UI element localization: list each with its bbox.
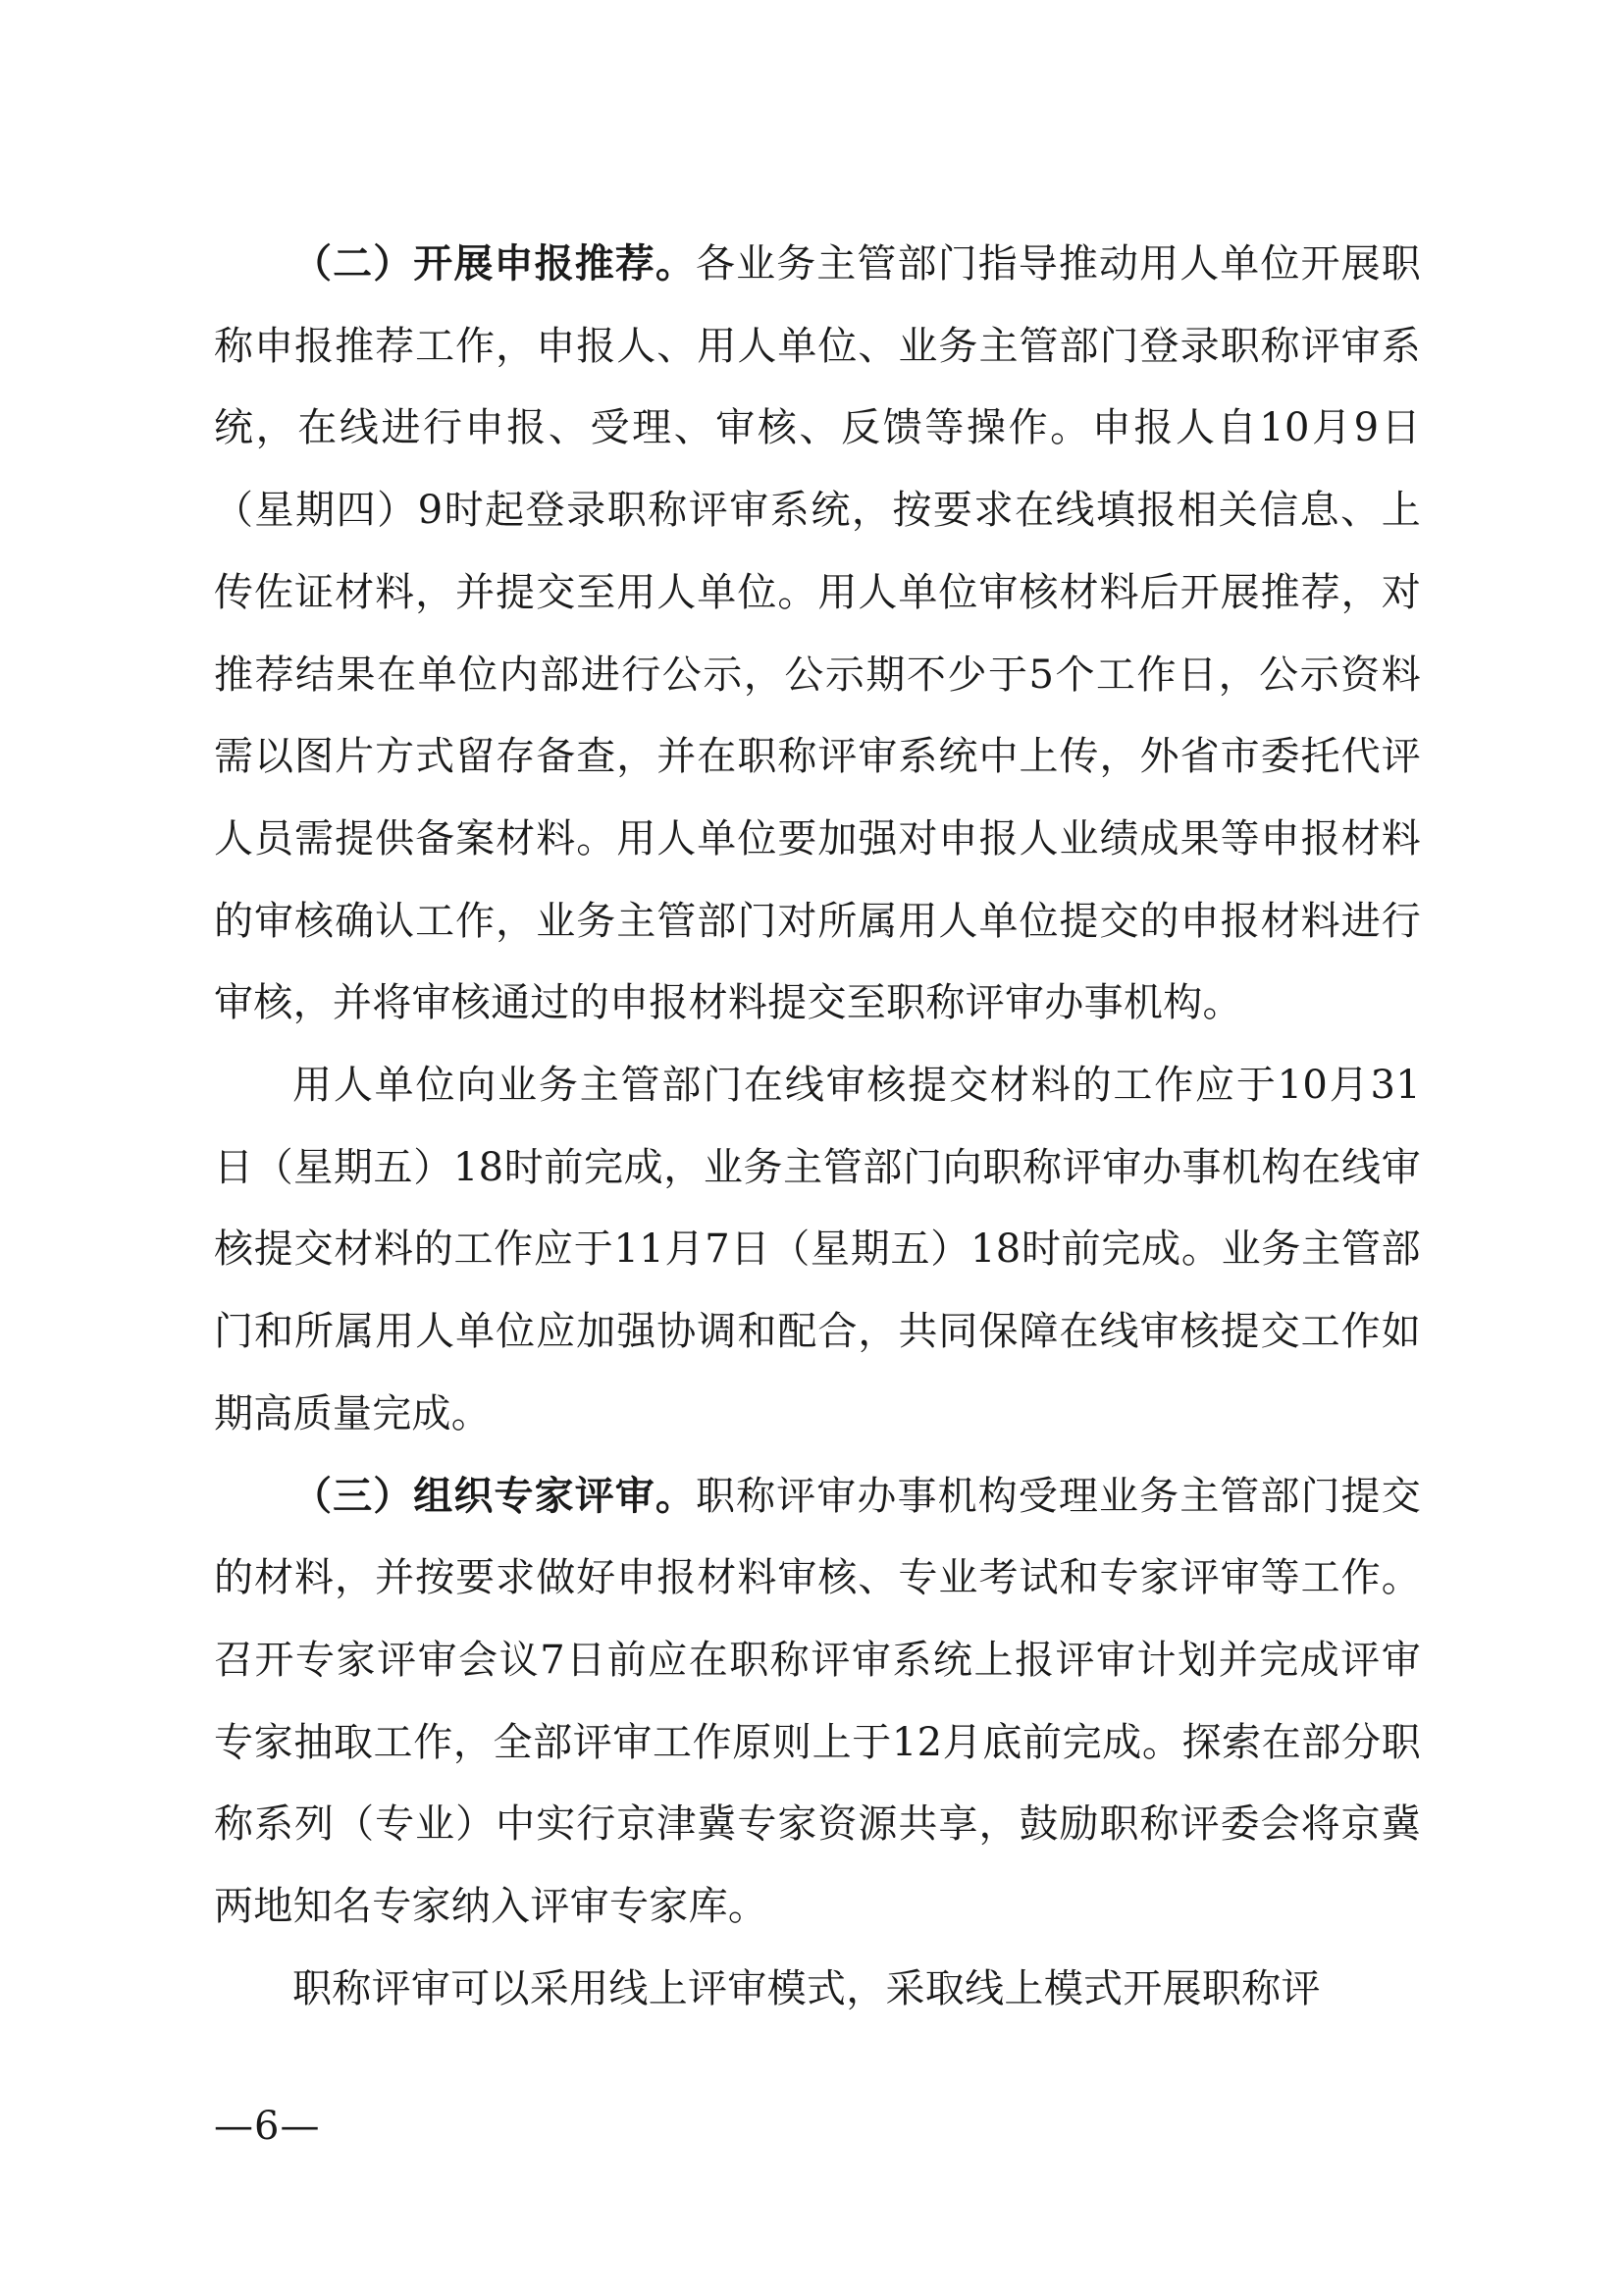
paragraph-application-recommendation <box>214 224 1421 1045</box>
section-heading-2: （二）开展申报推荐。 <box>292 241 696 287</box>
paragraph-text: 各业务主管部门指导推动用人单位开展职称申报推荐工作，申报人、用人单位、业务主管部门登录职称评审系统，在线进行申报、受理、审核、反馈等操作。申报人自10月9日（星期四）9时起登录职称评审系统，按要求在线填报相关信息、上传佐证材料，并提交至用人单位。用人单位审核材料后开展推荐，对推荐结果在单位内部进行公示，公示期不少于5个工作日，公示资料需以图片方式留存备查，并在职称评审系统中上传，外省市委托代评人员需提供备案材料。用人单位要加强对申报人业绩成果等申报材料的审核确认工作，业务主管部门对所属用人单位提交的申报材料进行审核，并将审核通过的申报材料提交至职称评审办事机构。 <box>214 241 1421 1026</box>
page-number: —6— <box>214 2104 321 2149</box>
section-heading-3: （三）组织专家评审。 <box>292 1473 696 1519</box>
paragraph-expert-review <box>214 1456 1421 1949</box>
paragraph-submission-deadlines <box>214 1045 1421 1456</box>
paragraph-online-review <box>214 1949 1421 2031</box>
paragraph-text: 用人单位向业务主管部门在线审核提交材料的工作应于10月31日（星期五）18时前完成，业务主管部门向职称评审办事机构在线审核提交材料的工作应于11月7日（星期五）18时前完成。业务主管部门和所属用人单位应加强协调和配合，共同保障在线审核提交工作如期高质量完成。 <box>214 1063 1421 1436</box>
paragraph-text: 职称评审办事机构受理业务主管部门提交的材料，并按要求做好申报材料审核、专业考试和专家评审等工作。召开专家评审会议7日前应在职称评审系统上报评审计划并完成评审专家抽取工作，全部评审工作原则上于12月底前完成。探索在部分职称系列（专业）中实行京津冀专家资源共享，鼓励职称评委会将京冀两地知名专家纳入评审专家库。 <box>214 1473 1421 1930</box>
paragraph-text: 职称评审可以采用线上评审模式，采取线上模式开展职称评 <box>292 1965 1321 2011</box>
document-body <box>214 224 1421 2030</box>
